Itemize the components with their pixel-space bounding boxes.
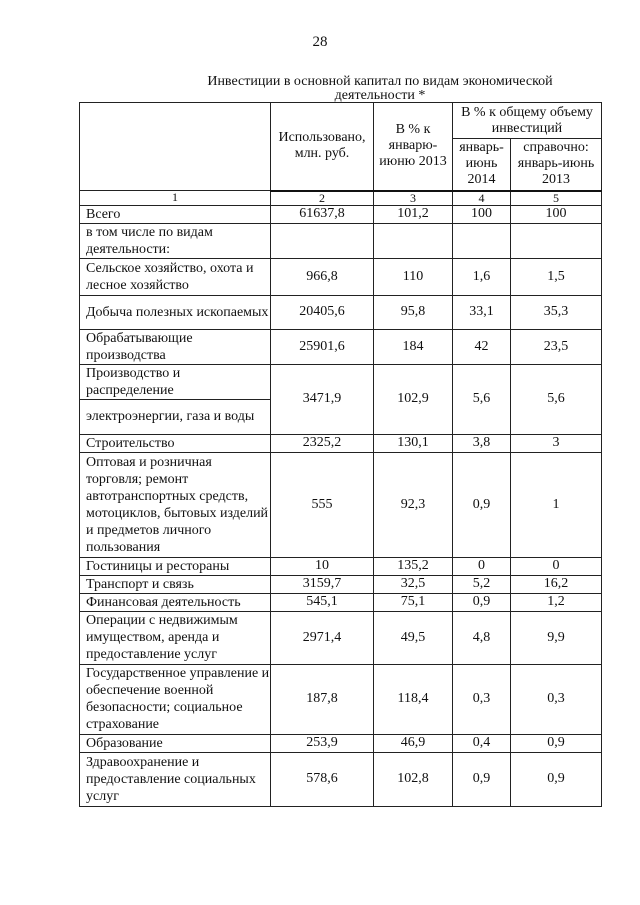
header-pct-prev: В % к январю-июню 2013 [374,103,453,191]
row-used: 25901,6 [271,329,374,364]
row-share-ref: 5,6 [511,364,602,434]
row-share-ref: 23,5 [511,329,602,364]
investment-table [79,102,602,807]
table-row [80,295,602,329]
row-share-ref: 1,2 [511,593,602,611]
table-row [80,223,602,258]
header-share-ref: справочно: январь-июнь 2013 [511,139,602,191]
row-share-cur: 33,1 [453,295,511,329]
table-row [80,593,602,611]
table-row [80,752,602,806]
table-row [80,557,602,575]
row-name: Обрабатывающие производства [80,329,271,364]
row-pct: 102,9 [374,364,453,434]
row-name: Оптовая и розничная торговля; ремонт автотранспортных средств, мотоциклов, бытовых изделий и предметов личного пользования [80,452,271,557]
row-pct: 95,8 [374,295,453,329]
table-row [80,575,602,593]
row-name: Строительство [80,434,271,452]
row-share-ref: 100 [511,205,602,223]
row-pct: 75,1 [374,593,453,611]
column-number: 2 [271,191,374,206]
row-share-ref: 3 [511,434,602,452]
table-row [80,611,602,664]
row-share-cur: 5,6 [453,364,511,434]
row-share-ref: 0,9 [511,734,602,752]
table-row [80,205,602,223]
row-share-cur: 0,9 [453,593,511,611]
row-pct: 184 [374,329,453,364]
row-share-cur: 100 [453,205,511,223]
row-share-ref: 0,3 [511,664,602,734]
row-used: 2971,4 [271,611,374,664]
table-row [80,364,602,399]
column-number: 4 [453,191,511,206]
row-share-ref: 1,5 [511,258,602,295]
row-share-cur: 5,2 [453,575,511,593]
row-share-cur: 0,9 [453,452,511,557]
row-pct: 49,5 [374,611,453,664]
row-pct: 32,5 [374,575,453,593]
header-share-cur: январь-июнь 2014 [453,139,511,191]
row-share-ref: 0 [511,557,602,575]
header-activity [80,103,271,191]
page-number: 28 [312,34,328,50]
row-share-cur [453,223,511,258]
table-row [80,734,602,752]
row-name: Образование [80,734,271,752]
row-name: Государственное управление и обеспечение военной безопасности; социальное страхование [80,664,271,734]
row-share-cur: 0,3 [453,664,511,734]
row-used: 2325,2 [271,434,374,452]
table-title-line2: деятельности * [334,88,426,103]
row-pct [374,223,453,258]
row-share-ref: 35,3 [511,295,602,329]
row-name: Добыча полезных ископаемых [80,295,271,329]
row-used: 3471,9 [271,364,374,434]
row-name: Финансовая деятельность [80,593,271,611]
row-used [271,223,374,258]
row-name-continued: электроэнергии, газа и воды [80,399,271,434]
row-name: Гостиницы и рестораны [80,557,271,575]
table-title-line1: Инвестиции в основной капитал по видам экономической [207,74,553,89]
row-used: 555 [271,452,374,557]
table-row [80,452,602,557]
table-row [80,664,602,734]
row-pct: 101,2 [374,205,453,223]
row-used: 20405,6 [271,295,374,329]
table-row [80,329,602,364]
row-used: 966,8 [271,258,374,295]
row-name: Здравоохранение и предоставление социальных услуг [80,752,271,806]
row-used: 253,9 [271,734,374,752]
row-share-ref: 9,9 [511,611,602,664]
column-number: 3 [374,191,453,206]
row-pct: 110 [374,258,453,295]
row-share-cur: 42 [453,329,511,364]
column-number: 5 [511,191,602,206]
table-row [80,434,602,452]
row-name: Всего [80,205,271,223]
row-pct: 135,2 [374,557,453,575]
column-number: 1 [80,191,271,206]
row-pct: 102,8 [374,752,453,806]
row-used: 187,8 [271,664,374,734]
row-share-ref: 1 [511,452,602,557]
row-share-cur: 0,4 [453,734,511,752]
row-share-ref: 16,2 [511,575,602,593]
table-row [80,258,602,295]
row-share-cur: 4,8 [453,611,511,664]
row-used: 3159,7 [271,575,374,593]
column-numbers-row [80,191,602,206]
row-used: 578,6 [271,752,374,806]
row-name: Операции с недвижимым имуществом, аренда и предоставление услуг [80,611,271,664]
row-pct: 130,1 [374,434,453,452]
row-name: Сельское хозяйство, охота и лесное хозяйство [80,258,271,295]
row-pct: 118,4 [374,664,453,734]
row-used: 10 [271,557,374,575]
row-name: Производство и распределение [80,364,271,399]
header-share-group: В % к общему объему инвестиций [453,103,602,139]
header-used: Использовано, млн. руб. [271,103,374,191]
row-pct: 46,9 [374,734,453,752]
row-share-cur: 0 [453,557,511,575]
row-pct: 92,3 [374,452,453,557]
row-name: в том числе по видам деятельности: [80,223,271,258]
row-share-cur: 0,9 [453,752,511,806]
row-share-cur: 1,6 [453,258,511,295]
row-used: 61637,8 [271,205,374,223]
row-share-cur: 3,8 [453,434,511,452]
row-share-ref [511,223,602,258]
row-used: 545,1 [271,593,374,611]
table-title [160,75,600,103]
row-name: Транспорт и связь [80,575,271,593]
row-share-ref: 0,9 [511,752,602,806]
